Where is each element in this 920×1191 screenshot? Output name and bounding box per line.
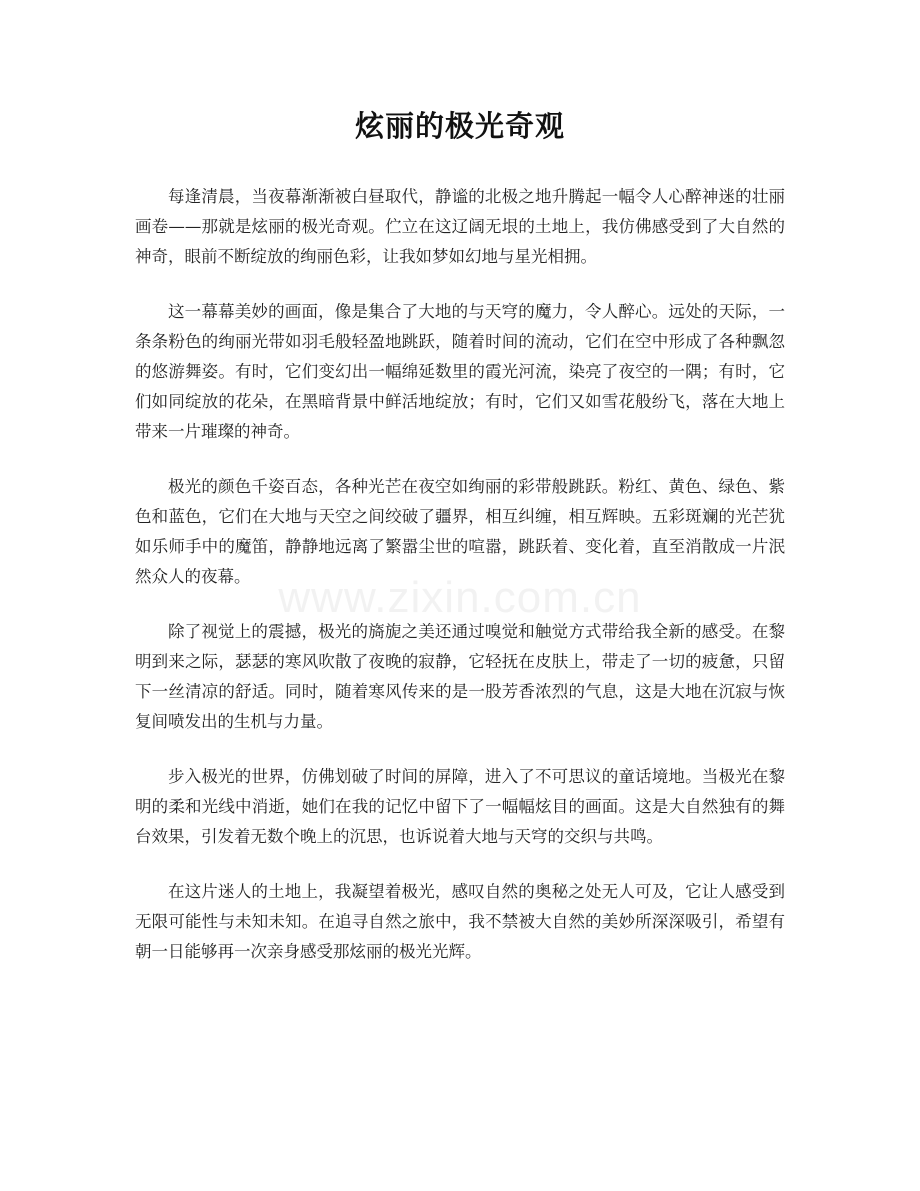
- paragraph-4: 除了视觉上的震撼，极光的旖旎之美还通过嗅觉和触觉方式带给我全新的感受。在黎明到来之际，瑟瑟的寒风吹散了夜晚的寂静，它轻抚在皮肤上，带走了一切的疲惫，只留下一丝清凉的舒适。同时，随着寒风传来的是一股芳香浓烈的气息，这是大地在沉寂与恢复间喷发出的生机与力量。: [135, 622, 785, 731]
- page-title: 炫丽的极光奇观: [354, 109, 565, 143]
- watermark: www.zixin.com.cn: [278, 573, 642, 622]
- paragraph-1: 每逢清晨，当夜幕渐渐被白昼取代，静谧的北极之地升腾起一幅令人心醉神迷的壮丽画卷——那就是炫丽的极光奇观。伫立在这辽阔无垠的土地上，我仿佛感受到了大自然的神奇，眼前不断绽放的绚丽色彩，让我如梦如幻地与星光相拥。: [135, 187, 785, 266]
- paragraph-2: 这一幕幕美妙的画面，像是集合了大地的与天穹的魔力，令人醉心。远处的天际，一条条粉色的绚丽光带如羽毛般轻盈地跳跃，随着时间的流动，它们在空中形成了各种飘忽的悠游舞姿。有时，它们变幻出一幅绵延数里的霞光河流，染亮了夜空的一隅；有时，它们如同绽放的花朵，在黑暗背景中鲜活地绽放；有时，它们又如雪花般纷飞，落在大地上带来一片璀璨的神奇。: [135, 302, 785, 441]
- document-body: [135, 182, 785, 992]
- paragraph-5: 步入极光的世界，仿佛划破了时间的屏障，进入了不可思议的童话境地。当极光在黎明的柔和光线中消逝，她们在我的记忆中留下了一幅幅炫目的画面。这是大自然独有的舞台效果，引发着无数个晚上的沉思，也诉说着大地与天穹的交织与共鸣。: [135, 767, 785, 846]
- paragraph-6: 在这片迷人的土地上，我凝望着极光，感叹自然的奥秘之处无人可及，它让人感受到无限可能性与未知未知。在追寻自然之旅中，我不禁被大自然的美妙所深深吸引，希望有朝一日能够再一次亲身感受那炫丽的极光光辉。: [135, 882, 785, 961]
- paragraph-3: 极光的颜色千姿百态，各种光芒在夜空如绚丽的彩带般跳跃。粉红、黄色、绿色、紫色和蓝色，它们在大地与天空之间绞破了疆界，相互纠缠，相互辉映。五彩斑斓的光芒犹如乐师手中的魔笛，静静地远离了繁嚣尘世的喧嚣，跳跃着、变化着，直至消散成一片泯然众人的夜幕。: [135, 477, 785, 586]
